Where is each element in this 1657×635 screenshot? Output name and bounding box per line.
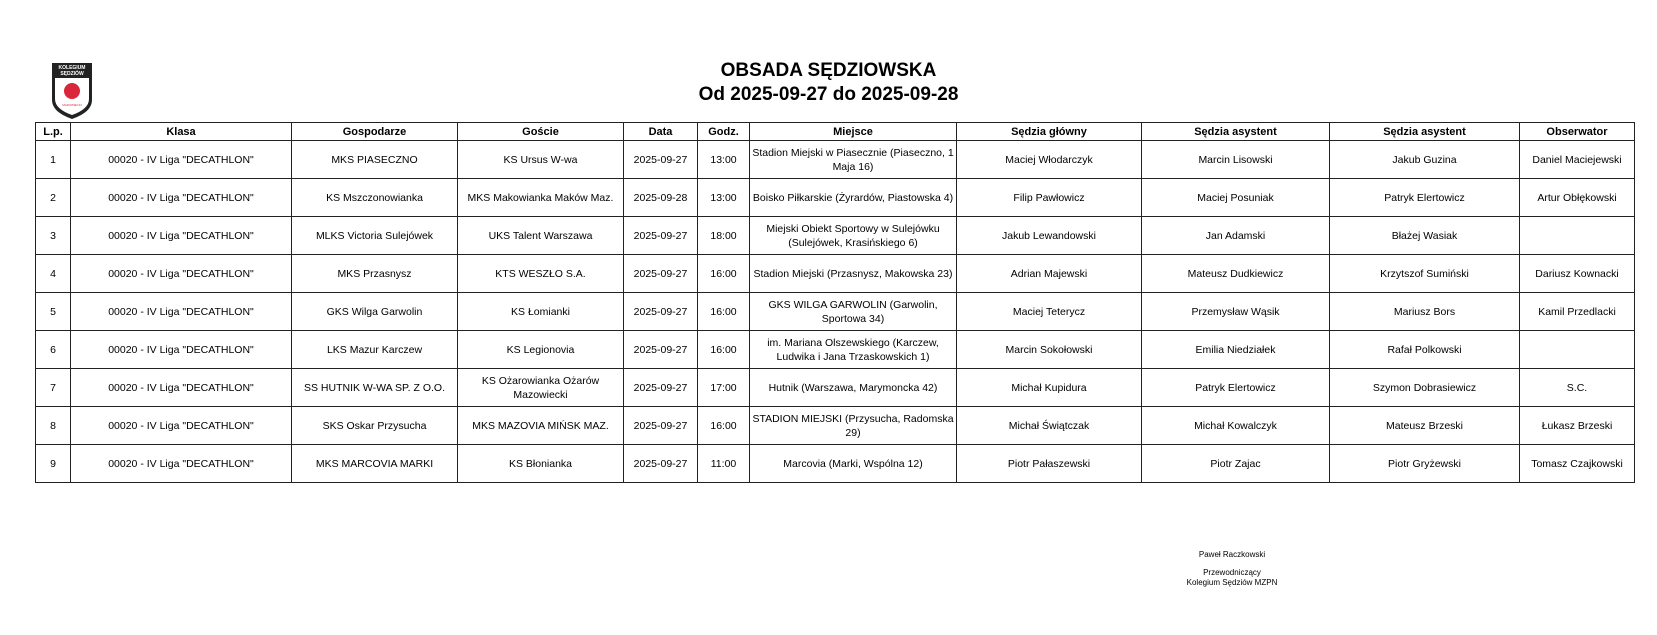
table-cell: Stadion Miejski w Piasecznie (Piaseczno, 1 Maja 16) (750, 141, 957, 179)
table-cell: 00020 - IV Liga "DECATHLON" (71, 217, 292, 255)
table-cell: 7 (36, 369, 71, 407)
table-row (36, 369, 1635, 407)
table-cell: GKS WILGA GARWOLIN (Garwolin, Sportowa 34) (750, 293, 957, 331)
column-header: L.p. (36, 123, 71, 141)
table-cell: KS Łomianki (458, 293, 624, 331)
table-row (36, 445, 1635, 483)
table-cell: 2025-09-28 (624, 179, 698, 217)
date-range: Od 2025-09-27 do 2025-09-28 (698, 84, 959, 105)
table-cell: Rafał Polkowski (1330, 331, 1520, 369)
table-cell (1520, 331, 1635, 369)
table-cell: 11:00 (698, 445, 750, 483)
table-cell: Piotr Zajac (1142, 445, 1330, 483)
table-cell: 00020 - IV Liga "DECATHLON" (71, 255, 292, 293)
table-cell: 3 (36, 217, 71, 255)
table-row (36, 179, 1635, 217)
table-cell: Mateusz Brzeski (1330, 407, 1520, 445)
table-cell: 6 (36, 331, 71, 369)
table-cell: Jakub Guzina (1330, 141, 1520, 179)
table-row (36, 293, 1635, 331)
table-cell: KS Ursus W-wa (458, 141, 624, 179)
signature-org: Kolegium Sędziów MZPN (1186, 578, 1278, 587)
table-cell: 9 (36, 445, 71, 483)
table-cell: Stadion Miejski (Przasnysz, Makowska 23) (750, 255, 957, 293)
table-cell: KS Błonianka (458, 445, 624, 483)
table-cell: Boisko Piłkarskie (Żyrardów, Piastowska 4) (750, 179, 957, 217)
table-cell: Dariusz Kownacki (1520, 255, 1635, 293)
table-cell: Adrian Majewski (957, 255, 1142, 293)
table-cell: 13:00 (698, 179, 750, 217)
table-cell: MKS PIASECZNO (292, 141, 458, 179)
signature-role: Przewodniczący (1203, 568, 1261, 577)
table-cell: 16:00 (698, 293, 750, 331)
table-cell: Maciej Posuniak (1142, 179, 1330, 217)
column-header: Sędzia główny (957, 123, 1142, 141)
table-cell: SS HUTNIK W-WA SP. Z O.O. (292, 369, 458, 407)
table-cell: 13:00 (698, 141, 750, 179)
referee-assignments-table (35, 122, 1635, 483)
table-cell: 00020 - IV Liga "DECATHLON" (71, 369, 292, 407)
table-cell: Mateusz Dudkiewicz (1142, 255, 1330, 293)
svg-text:KOLEGIUM: KOLEGIUM (58, 65, 86, 71)
table-cell: 00020 - IV Liga "DECATHLON" (71, 141, 292, 179)
table-cell: Artur Obłękowski (1520, 179, 1635, 217)
table-cell: Piotr Pałaszewski (957, 445, 1142, 483)
table-cell: 2025-09-27 (624, 217, 698, 255)
svg-text:MAZOWIECKI: MAZOWIECKI (62, 103, 82, 107)
table-cell: MLKS Victoria Sulejówek (292, 217, 458, 255)
table-cell: Jakub Lewandowski (957, 217, 1142, 255)
column-header: Godz. (698, 123, 750, 141)
table-cell: KS Ożarowianka Ożarów Mazowiecki (458, 369, 624, 407)
table-cell: Przemysław Wąsik (1142, 293, 1330, 331)
table-cell: 16:00 (698, 331, 750, 369)
column-header: Obserwator (1520, 123, 1635, 141)
column-header: Goście (458, 123, 624, 141)
table-cell: 16:00 (698, 255, 750, 293)
table-cell: 8 (36, 407, 71, 445)
table-cell: 2025-09-27 (624, 293, 698, 331)
column-header: Klasa (71, 123, 292, 141)
table-cell: 00020 - IV Liga "DECATHLON" (71, 293, 292, 331)
column-header: Data (624, 123, 698, 141)
table-row (36, 407, 1635, 445)
svg-text:SĘDZIÓW: SĘDZIÓW (60, 71, 84, 77)
table-cell: Szymon Dobrasiewicz (1330, 369, 1520, 407)
table-cell: MKS Makowianka Maków Maz. (458, 179, 624, 217)
table-cell (1520, 217, 1635, 255)
table-cell: Maciej Teterycz (957, 293, 1142, 331)
table-cell: Marcin Lisowski (1142, 141, 1330, 179)
table-cell: 00020 - IV Liga "DECATHLON" (71, 179, 292, 217)
table-cell: Emilia Niedziałek (1142, 331, 1330, 369)
table-header-row (36, 123, 1635, 141)
table-cell: Filip Pawłowicz (957, 179, 1142, 217)
table-row (36, 217, 1635, 255)
table-cell: KS Legionovia (458, 331, 624, 369)
table-cell: SKS Oskar Przysucha (292, 407, 458, 445)
column-header: Gospodarze (292, 123, 458, 141)
table-cell: 2025-09-27 (624, 255, 698, 293)
table-cell: LKS Mazur Karczew (292, 331, 458, 369)
column-header: Sędzia asystent (1330, 123, 1520, 141)
table-cell: im. Mariana Olszewskiego (Karczew, Ludwika i Jana Trzaskowskich 1) (750, 331, 957, 369)
table-cell: S.C. (1520, 369, 1635, 407)
table-cell: Patryk Elertowicz (1142, 369, 1330, 407)
table-cell: Mariusz Bors (1330, 293, 1520, 331)
table-cell: 2025-09-27 (624, 331, 698, 369)
table-row (36, 255, 1635, 293)
table-cell: KTS WESZŁO S.A. (458, 255, 624, 293)
table-cell: 2025-09-27 (624, 141, 698, 179)
table-row (36, 331, 1635, 369)
table-cell: Daniel Maciejewski (1520, 141, 1635, 179)
table-cell: Marcovia (Marki, Wspólna 12) (750, 445, 957, 483)
table-cell: 18:00 (698, 217, 750, 255)
table-cell: Hutnik (Warszawa, Marymoncka 42) (750, 369, 957, 407)
table-cell: 16:00 (698, 407, 750, 445)
table-cell: Jan Adamski (1142, 217, 1330, 255)
table-cell: 00020 - IV Liga "DECATHLON" (71, 445, 292, 483)
column-header: Miejsce (750, 123, 957, 141)
table-cell: 2025-09-27 (624, 407, 698, 445)
table-cell: Łukasz Brzeski (1520, 407, 1635, 445)
table-cell: Michał Kupidura (957, 369, 1142, 407)
table-cell: 2025-09-27 (624, 369, 698, 407)
table-cell: Błażej Wasiak (1330, 217, 1520, 255)
table-cell: 5 (36, 293, 71, 331)
table-cell: 4 (36, 255, 71, 293)
table-cell: MKS MARCOVIA MARKI (292, 445, 458, 483)
table-cell: UKS Talent Warszawa (458, 217, 624, 255)
table-cell: 00020 - IV Liga "DECATHLON" (71, 407, 292, 445)
table-cell: Michał Kowalczyk (1142, 407, 1330, 445)
table-row (36, 141, 1635, 179)
table-cell: Tomasz Czajkowski (1520, 445, 1635, 483)
signature-name: Paweł Raczkowski (1198, 550, 1266, 559)
table-cell: MKS MAZOVIA MIŃSK MAZ. (458, 407, 624, 445)
table-cell: MKS Przasnysz (292, 255, 458, 293)
table-cell: Kamil Przedlacki (1520, 293, 1635, 331)
table-cell: Marcin Sokołowski (957, 331, 1142, 369)
column-header: Sędzia asystent (1142, 123, 1330, 141)
table-cell: 00020 - IV Liga "DECATHLON" (71, 331, 292, 369)
table-cell: Michał Świątczak (957, 407, 1142, 445)
table-cell: KS Mszczonowianka (292, 179, 458, 217)
page-title: OBSADA SĘDZIOWSKA (720, 60, 937, 81)
table-cell: Maciej Włodarczyk (957, 141, 1142, 179)
table-cell: Miejski Obiekt Sportowy w Sulejówku (Sulejówek, Krasińskiego 6) (750, 217, 957, 255)
table-cell: GKS Wilga Garwolin (292, 293, 458, 331)
table-cell: Krzytszof Sumiński (1330, 255, 1520, 293)
table-cell: Patryk Elertowicz (1330, 179, 1520, 217)
table-cell: STADION MIEJSKI (Przysucha, Radomska 29) (750, 407, 957, 445)
table-cell: 2 (36, 179, 71, 217)
table-cell: Piotr Gryżewski (1330, 445, 1520, 483)
table-cell: 1 (36, 141, 71, 179)
table-cell: 17:00 (698, 369, 750, 407)
table-cell: 2025-09-27 (624, 445, 698, 483)
